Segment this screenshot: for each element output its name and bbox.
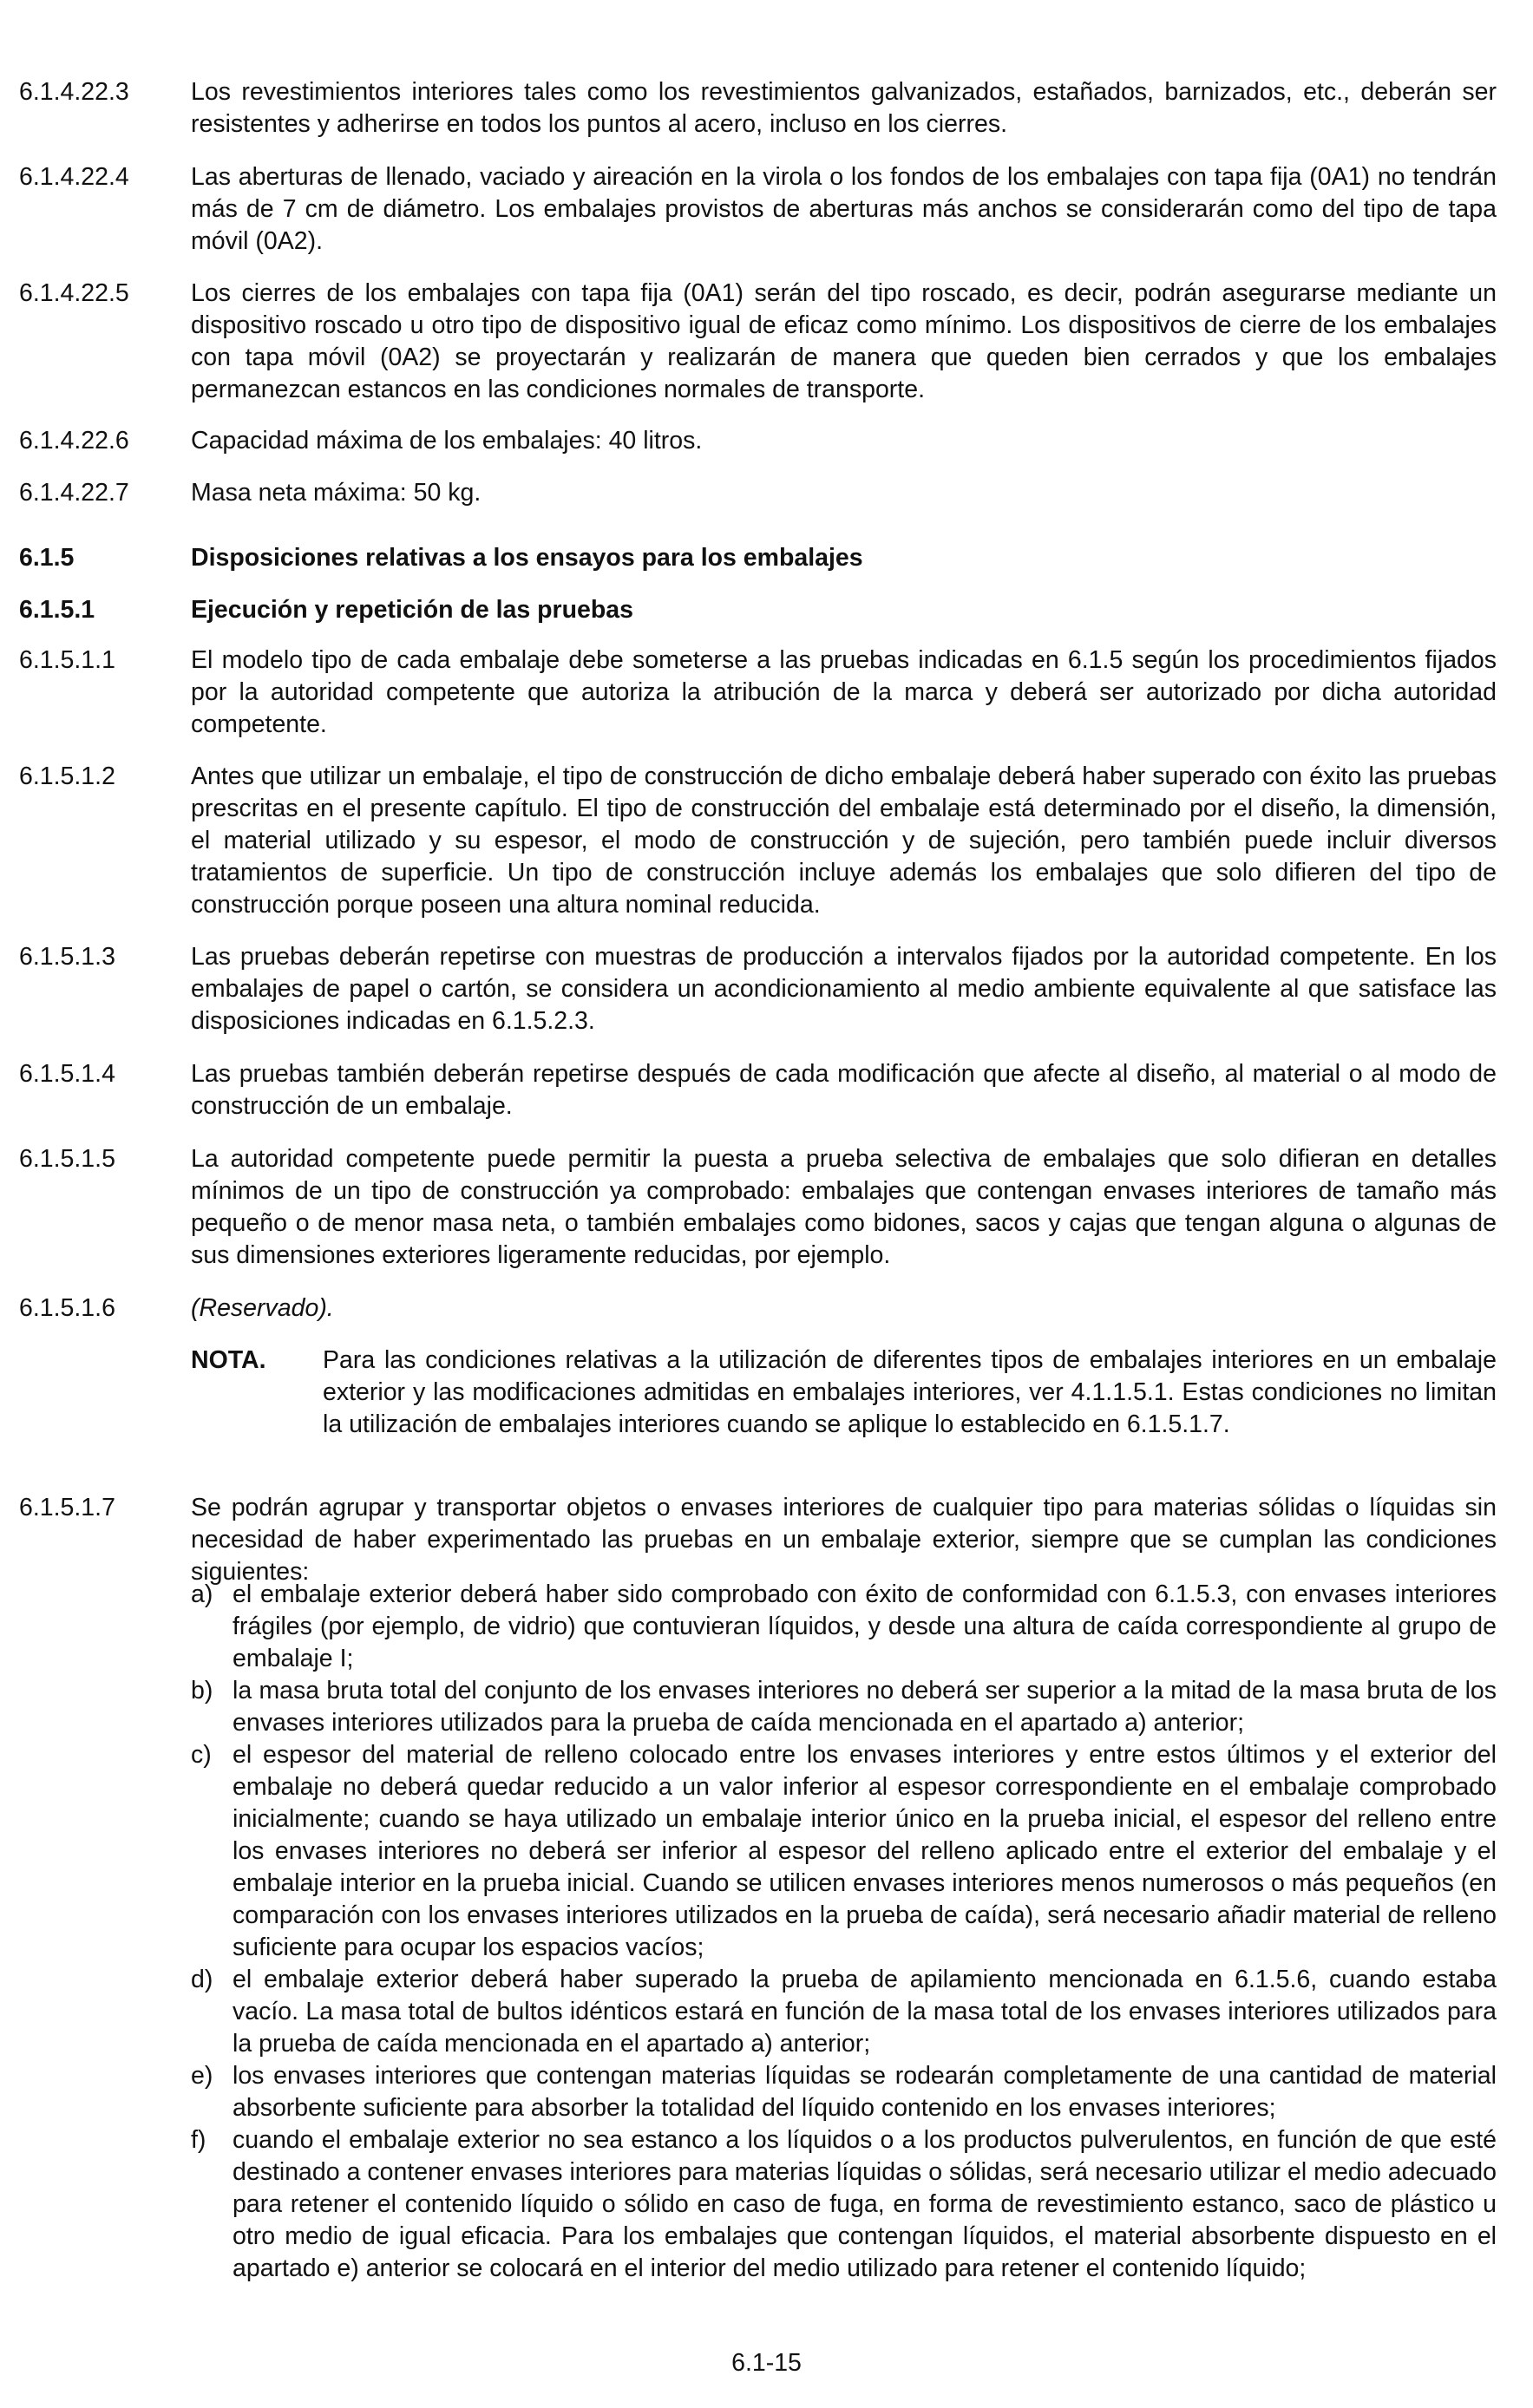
list-item-letter: d): [191, 1966, 213, 1993]
paragraph-text: Se podrán agrupar y transportar objetos o envases interiores de cualquier tipo para materias sólidas o líquidas sin necesidad de haber experimentado las pruebas en un embalaje exterior, siempre que se cumplan las condiciones siguientes:: [191, 1494, 1497, 1586]
list-item-text: los envases interiores que contengan materias líquidas se rodearán completamente de una cantidad de material absorbente suficiente para absorber la totalidad del líquido contenido en los envases interiores;: [233, 2062, 1497, 2122]
paragraph-number: 6.1.5.1.1: [19, 646, 115, 674]
paragraph-number: 6.1.5.1.2: [19, 762, 115, 790]
list-item-letter: b): [191, 1677, 213, 1705]
paragraph-number: 6.1.5.1.4: [19, 1060, 115, 1088]
list-item-letter: a): [191, 1580, 213, 1608]
section-number: 6.1.5: [19, 544, 75, 572]
subsection-title: Ejecución y repetición de las pruebas: [191, 596, 634, 624]
paragraph-number: 6.1.4.22.6: [19, 427, 129, 455]
paragraph-number: 6.1.4.22.3: [19, 78, 129, 106]
paragraph-text: Capacidad máxima de los embalajes: 40 litros.: [191, 427, 703, 455]
paragraph-number: 6.1.4.22.7: [19, 479, 129, 507]
paragraph-text: Los revestimientos interiores tales como los revestimientos galvanizados, estañados, barnizados, etc., deberán ser resistentes y adherirse en todos los puntos al acero, incluso en los cierres.: [191, 78, 1497, 138]
paragraph-number: 6.1.4.22.4: [19, 163, 129, 191]
list-item-text: el embalaje exterior deberá haber sido comprobado con éxito de conformidad con 6.1.5.3, con envases interiores frágiles (por ejemplo, de vidrio) que contuvieran líquidos, y desde una altura de caída correspondiente al grupo de embalaje I;: [233, 1580, 1497, 1672]
list-item-text: la masa bruta total del conjunto de los envases interiores no deberá ser superior a la mitad de la masa bruta de los envases interiores utilizados para la prueba de caída mencionada en el apartado a) anterior;: [233, 1677, 1497, 1737]
page-number: 6.1-15: [731, 2349, 802, 2377]
section-title: Disposiciones relativas a los ensayos para los embalajes: [191, 544, 863, 572]
list-item-text: cuando el embalaje exterior no sea estanco a los líquidos o a los productos pulverulentos, en función de que esté destinado a contener envases interiores para materias líquidas o sólidas, será necesario utilizar el medio adecuado para retener el contenido líquido o sólido en caso de fuga, en forma de revestimiento estanco, saco de plástico u otro medio de igual eficacia. Para los embalajes que contengan líquidos, el material absorbente dispuesto en el apartado e) anterior se colocará en el interior del medio utilizado para retener el contenido líquido;: [233, 2126, 1497, 2282]
paragraph-text: Masa neta máxima: 50 kg.: [191, 479, 482, 507]
list-item-letter: f): [191, 2126, 206, 2154]
list-item-letter: c): [191, 1741, 212, 1769]
note-label: NOTA.: [191, 1346, 266, 1374]
note-text: Para las condiciones relativas a la utilización de diferentes tipos de embalajes interiores en un embalaje exterior y las modificaciones admitidas en embalajes interiores, ver 4.1.1.5.1. Estas condiciones no limitan la utilización de embalajes interiores cuando se aplique lo establecido en 6.1.5.1.7.: [323, 1346, 1497, 1438]
paragraph-text: La autoridad competente puede permitir la puesta a prueba selectiva de embalajes que solo difieran en detalles mínimos de un tipo de construcción ya comprobado: embalajes que contengan envases interiores de tamaño más pequeño o de menor masa neta, o también embalajes como bidones, sacos y cajas que tengan alguna o algunas de sus dimensiones exteriores ligeramente reducidas, por ejemplo.: [191, 1145, 1497, 1269]
paragraph-text: Las pruebas también deberán repetirse después de cada modificación que afecte al diseño, al material o al modo de construcción de un embalaje.: [191, 1060, 1497, 1120]
paragraph-number: 6.1.5.1.7: [19, 1494, 115, 1521]
paragraph-number: 6.1.5.1.5: [19, 1145, 115, 1173]
paragraph-text: Antes que utilizar un embalaje, el tipo de construcción de dicho embalaje deberá haber superado con éxito las pruebas prescritas en el presente capítulo. El tipo de construcción del embalaje está determinado por el diseño, la dimensión, el material utilizado y su espesor, el modo de construcción y de sujeción, pero también puede incluir diversos tratamientos de superficie. Un tipo de construcción incluye además los embalajes que solo difieren del tipo de construcción porque poseen una altura nominal reducida.: [191, 762, 1497, 919]
paragraph-number: 6.1.4.22.5: [19, 279, 129, 307]
paragraph-text: (Reservado).: [191, 1294, 334, 1322]
list-item-letter: e): [191, 2062, 213, 2090]
paragraph-text: Los cierres de los embalajes con tapa fija (0A1) serán del tipo roscado, es decir, podrán asegurarse mediante un dispositivo roscado u otro tipo de dispositivo igual de eficaz como mínimo. Los dispositivos de cierre de los embalajes con tapa móvil (0A2) se proyectarán y realizarán de manera que queden bien cerrados y que los embalajes permanezcan estancos en las condiciones normales de transporte.: [191, 279, 1497, 403]
paragraph-text: Las pruebas deberán repetirse con muestras de producción a intervalos fijados por la autoridad competente. En los embalajes de papel o cartón, se considera un acondicionamiento al medio ambiente equivalente al que satisface las disposiciones indicadas en 6.1.5.2.3.: [191, 943, 1497, 1035]
paragraph-number: 6.1.5.1.3: [19, 943, 115, 971]
paragraph-text: Las aberturas de llenado, vaciado y aireación en la virola o los fondos de los embalajes con tapa fija (0A1) no tendrán más de 7 cm de diámetro. Los embalajes provistos de aberturas más anchos se considerarán como del tipo de tapa móvil (0A2).: [191, 163, 1497, 255]
list-item-text: el embalaje exterior deberá haber superado la prueba de apilamiento mencionada en 6.1.5.6, cuando estaba vacío. La masa total de bultos idénticos estará en función de la masa total de los envases interiores utilizados para la prueba de caída mencionada en el apartado a) anterior;: [233, 1966, 1497, 2058]
paragraph-number: 6.1.5.1.6: [19, 1294, 115, 1322]
paragraph-text: El modelo tipo de cada embalaje debe someterse a las pruebas indicadas en 6.1.5 según los procedimientos fijados por la autoridad competente que autoriza la atribución de la marca y deberá ser autorizado por dicha autoridad competente.: [191, 646, 1497, 738]
subsection-number: 6.1.5.1: [19, 596, 95, 624]
list-item-text: el espesor del material de relleno colocado entre los envases interiores y entre estos últimos y el exterior del embalaje no deberá quedar reducido a un valor inferior al espesor correspondiente en el embalaje comprobado inicialmente; cuando se haya utilizado un embalaje interior único en la prueba inicial, el espesor del relleno entre los envases interiores no deberá ser inferior al espesor del relleno aplicado entre el exterior del embalaje y el embalaje interior en la prueba inicial. Cuando se utilicen envases interiores menos numerosos o más pequeños (en comparación con los envases interiores utilizados en la prueba de caída), será necesario añadir material de relleno suficiente para ocupar los espacios vacíos;: [233, 1741, 1497, 1961]
